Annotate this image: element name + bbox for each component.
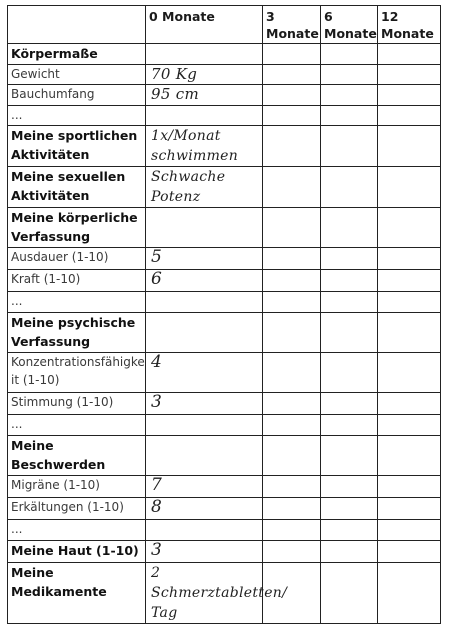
value-cell-0m: 2 Schmerztabletten/ Tag	[146, 563, 263, 624]
value-cell-3m	[263, 520, 321, 541]
value-cell-3m	[263, 292, 321, 313]
value-cell-6m	[321, 415, 378, 436]
row-label: Meine körperliche Verfassung	[8, 208, 146, 248]
value-cell-12m	[378, 393, 441, 415]
value-cell-6m	[321, 208, 378, 248]
value-cell-6m	[321, 563, 378, 624]
row-label: Meine sexuellen Aktivitäten	[8, 167, 146, 208]
value-cell-0m: 70 Kg	[146, 65, 263, 85]
value-cell-0m: 95 cm	[146, 85, 263, 106]
value-cell-12m	[378, 498, 441, 520]
value-cell-12m	[378, 248, 441, 270]
header-6-months: 6 Monate	[321, 6, 378, 44]
value-cell-3m	[263, 498, 321, 520]
value-cell-12m	[378, 476, 441, 498]
table-row	[8, 541, 441, 563]
row-label: Bauchumfang	[8, 85, 146, 106]
value-cell-3m	[263, 65, 321, 85]
value-cell-0m: 8	[146, 498, 263, 520]
value-cell-3m	[263, 126, 321, 167]
value-cell-12m	[378, 541, 441, 563]
value-cell-6m	[321, 541, 378, 563]
value-cell-6m	[321, 498, 378, 520]
value-cell-3m	[263, 167, 321, 208]
table-row	[8, 415, 441, 436]
value-cell-0m: 1x/Monat schwimmen	[146, 126, 263, 167]
value-cell-0m	[146, 520, 263, 541]
value-cell-3m	[263, 313, 321, 353]
value-cell-6m	[321, 270, 378, 292]
value-cell-12m	[378, 106, 441, 126]
value-cell-0m	[146, 313, 263, 353]
value-cell-6m	[321, 126, 378, 167]
row-label: Kraft (1-10)	[8, 270, 146, 292]
table-row	[8, 520, 441, 541]
progress-table	[7, 5, 441, 624]
value-cell-0m: 4	[146, 353, 263, 393]
table-row	[8, 65, 441, 85]
value-cell-6m	[321, 353, 378, 393]
value-cell-12m	[378, 167, 441, 208]
row-label: Erkältungen (1-10)	[8, 498, 146, 520]
table-row	[8, 498, 441, 520]
table-row	[8, 563, 441, 624]
value-cell-12m	[378, 44, 441, 65]
table-row	[8, 167, 441, 208]
header-row	[8, 6, 441, 44]
row-label: Migräne (1-10)	[8, 476, 146, 498]
value-cell-6m	[321, 393, 378, 415]
value-cell-0m: 5	[146, 248, 263, 270]
value-cell-0m: 3	[146, 393, 263, 415]
value-cell-12m	[378, 353, 441, 393]
value-cell-6m	[321, 65, 378, 85]
value-cell-3m	[263, 353, 321, 393]
table-row	[8, 270, 441, 292]
value-cell-0m	[146, 415, 263, 436]
value-cell-0m	[146, 208, 263, 248]
table-row	[8, 208, 441, 248]
value-cell-0m: 6	[146, 270, 263, 292]
row-label: ...	[8, 292, 146, 313]
table-row	[8, 313, 441, 353]
value-cell-0m: 3	[146, 541, 263, 563]
value-cell-12m	[378, 270, 441, 292]
value-cell-12m	[378, 436, 441, 476]
value-cell-0m	[146, 436, 263, 476]
table-row	[8, 126, 441, 167]
value-cell-0m	[146, 292, 263, 313]
value-cell-3m	[263, 436, 321, 476]
value-cell-6m	[321, 248, 378, 270]
value-cell-6m	[321, 476, 378, 498]
table-row	[8, 44, 441, 65]
value-cell-6m	[321, 85, 378, 106]
row-label: Gewicht	[8, 65, 146, 85]
value-cell-6m	[321, 520, 378, 541]
value-cell-0m: 7	[146, 476, 263, 498]
value-cell-3m	[263, 85, 321, 106]
value-cell-12m	[378, 65, 441, 85]
value-cell-12m	[378, 313, 441, 353]
value-cell-0m: Schwache Potenz	[146, 167, 263, 208]
table-row	[8, 476, 441, 498]
value-cell-3m	[263, 106, 321, 126]
header-12-months: 12 Monate	[378, 6, 441, 44]
table-row	[8, 106, 441, 126]
value-cell-3m	[263, 476, 321, 498]
table-row	[8, 292, 441, 313]
row-label: Ausdauer (1-10)	[8, 248, 146, 270]
header-empty-cell	[8, 6, 146, 44]
table-row	[8, 436, 441, 476]
value-cell-3m	[263, 248, 321, 270]
value-cell-6m	[321, 292, 378, 313]
row-label: ...	[8, 415, 146, 436]
row-label: Meine sportlichen Aktivitäten	[8, 126, 146, 167]
table-row	[8, 85, 441, 106]
value-cell-3m	[263, 541, 321, 563]
value-cell-12m	[378, 85, 441, 106]
value-cell-12m	[378, 208, 441, 248]
row-label: Meine Beschwerden	[8, 436, 146, 476]
header-3-months: 3 Monate	[263, 6, 321, 44]
value-cell-6m	[321, 313, 378, 353]
row-label: Stimmung (1-10)	[8, 393, 146, 415]
value-cell-12m	[378, 126, 441, 167]
row-label: ...	[8, 106, 146, 126]
value-cell-3m	[263, 208, 321, 248]
table-row	[8, 393, 441, 415]
row-label: Meine Haut (1-10)	[8, 541, 146, 563]
row-label: Konzentrationsfähigkeit (1-10)	[8, 353, 146, 393]
row-label: Meine Medikamente	[8, 563, 146, 624]
value-cell-0m	[146, 106, 263, 126]
value-cell-3m	[263, 270, 321, 292]
value-cell-12m	[378, 563, 441, 624]
row-label: Meine psychische Verfassung	[8, 313, 146, 353]
value-cell-6m	[321, 44, 378, 65]
value-cell-6m	[321, 436, 378, 476]
value-cell-12m	[378, 292, 441, 313]
value-cell-12m	[378, 415, 441, 436]
value-cell-3m	[263, 44, 321, 65]
value-cell-3m	[263, 415, 321, 436]
value-cell-6m	[321, 167, 378, 208]
table-row	[8, 353, 441, 393]
value-cell-3m	[263, 393, 321, 415]
row-label: ...	[8, 520, 146, 541]
value-cell-6m	[321, 106, 378, 126]
header-0-months: 0 Monate	[146, 6, 263, 44]
row-label: Körpermaße	[8, 44, 146, 65]
table-row	[8, 248, 441, 270]
value-cell-0m	[146, 44, 263, 65]
value-cell-12m	[378, 520, 441, 541]
